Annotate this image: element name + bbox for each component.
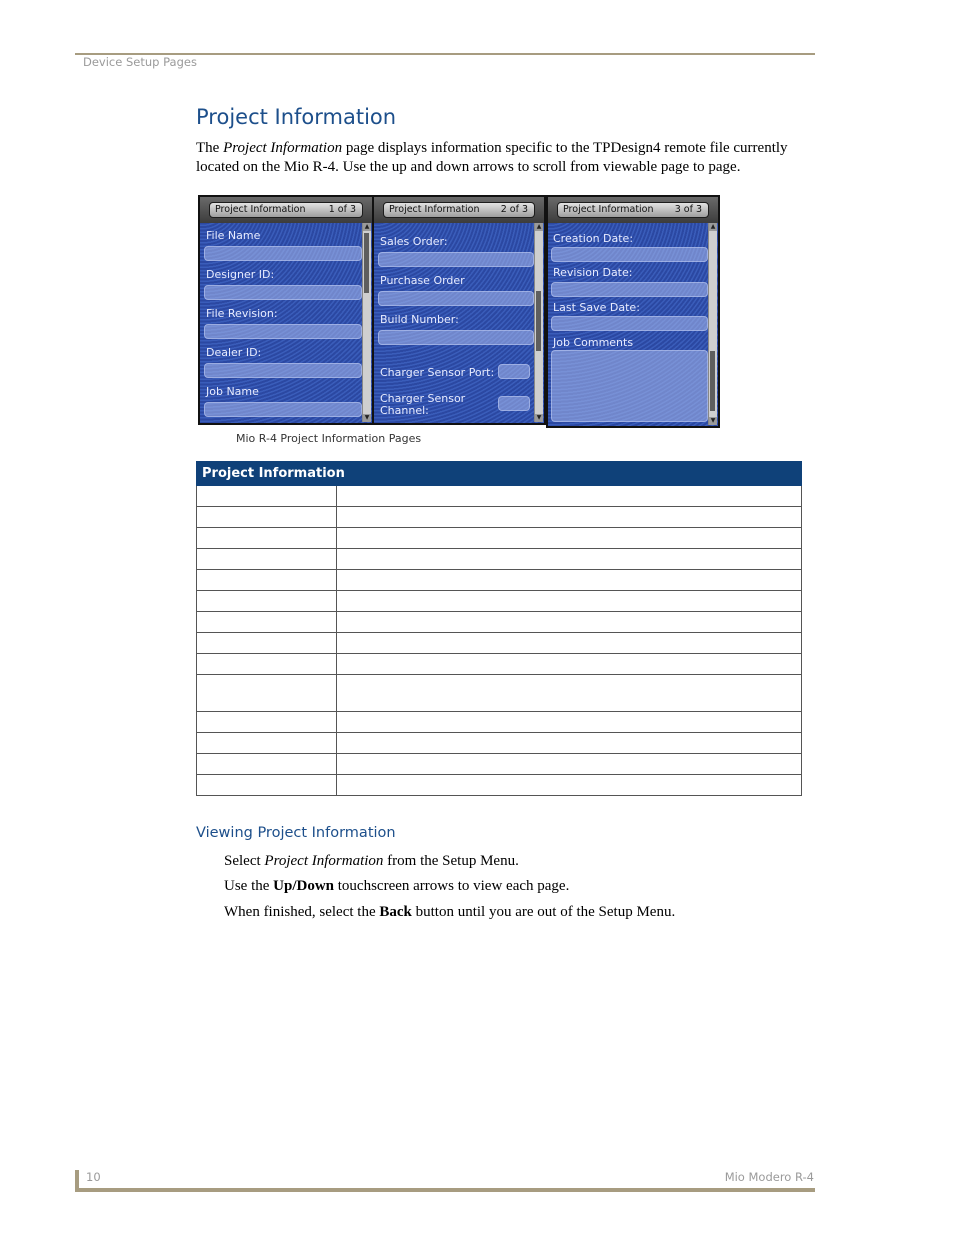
- scroll-thumb[interactable]: [536, 291, 541, 351]
- field-label: Charger Sensor Channel:: [380, 392, 466, 417]
- table-row: [197, 591, 802, 612]
- scroll-up-arrow-icon[interactable]: ▲: [536, 223, 542, 230]
- table-row: [197, 528, 802, 549]
- field-label: Dealer ID:: [206, 346, 262, 359]
- footer-rule: [75, 1188, 815, 1192]
- field-value-box: [204, 246, 362, 261]
- field-label: Designer ID:: [206, 268, 275, 281]
- screen-page-2: [372, 195, 546, 425]
- field-value-box: [378, 252, 534, 267]
- table-row: [197, 486, 802, 507]
- scroll-thumb[interactable]: [710, 351, 715, 411]
- page-title: Project Information: [196, 105, 397, 129]
- step-1: Select Project Information from the Setup Menu.: [224, 853, 519, 869]
- scroll-down-arrow-icon[interactable]: ▼: [364, 414, 370, 421]
- field-label: Purchase Order: [380, 274, 465, 287]
- field-value-box: [204, 285, 362, 300]
- scrollbar[interactable]: [362, 223, 371, 422]
- field-label: File Revision:: [206, 307, 278, 320]
- scrollbar[interactable]: [708, 223, 717, 425]
- table-row: [197, 654, 802, 675]
- subsection-heading: Viewing Project Information: [196, 825, 396, 841]
- table-row: [197, 712, 802, 733]
- screen-page-3: [546, 195, 720, 428]
- intro-paragraph: The Project Information page displays information specific to the TPDesign4 remote file currently located on the Mio R-4. Use the up and down arrows to scroll from viewable page to page.: [196, 140, 788, 175]
- table-row: [197, 549, 802, 570]
- field-label: Build Number:: [380, 313, 459, 326]
- scroll-down-arrow-icon[interactable]: ▼: [710, 417, 716, 424]
- field-value-box: [551, 247, 708, 262]
- field-value-box: [551, 316, 708, 331]
- scroll-thumb[interactable]: [364, 233, 369, 293]
- scroll-down-arrow-icon[interactable]: ▼: [536, 414, 542, 421]
- screen-page-1: [198, 195, 374, 425]
- field-value-box: [378, 330, 534, 345]
- field-label: Sales Order:: [380, 235, 448, 248]
- field-label: Job Comments: [553, 336, 634, 349]
- field-value-box: [204, 363, 362, 378]
- field-label: Charger Sensor Port:: [380, 366, 495, 379]
- table-row: [197, 570, 802, 591]
- table-row: [197, 754, 802, 775]
- screenshots-figure: [198, 195, 720, 428]
- table-row: [197, 612, 802, 633]
- table-row: [197, 775, 802, 796]
- table-header: Project Information: [197, 462, 802, 486]
- product-name: Mio Modero R-4: [724, 1170, 814, 1184]
- running-header: Device Setup Pages: [83, 55, 197, 69]
- field-label: Revision Date:: [553, 266, 633, 279]
- field-label: File Name: [206, 229, 261, 242]
- table-row: [197, 675, 802, 712]
- field-value-box: [378, 291, 534, 306]
- table-row: [197, 633, 802, 654]
- screen-header-pill: Project Information 3 of 3: [557, 202, 709, 218]
- field-label: Last Save Date:: [553, 301, 640, 314]
- field-label: Job Name: [206, 385, 259, 398]
- table-row: [197, 733, 802, 754]
- screen-header-pill: Project Information 1 of 3: [209, 202, 363, 218]
- table-row: [197, 507, 802, 528]
- scroll-up-arrow-icon[interactable]: ▲: [710, 223, 716, 230]
- step-3: When finished, select the Back button until you are out of the Setup Menu.: [224, 904, 676, 920]
- figure-caption: Mio R-4 Project Information Pages: [236, 432, 422, 445]
- field-value-box: [498, 396, 530, 411]
- field-label: Creation Date:: [553, 232, 634, 245]
- field-value-box: [204, 324, 362, 339]
- comments-box: [551, 350, 708, 422]
- field-value-box: [498, 364, 530, 379]
- step-2: Use the Up/Down touchscreen arrows to view each page.: [224, 878, 570, 894]
- scrollbar[interactable]: [534, 223, 543, 422]
- screen-header-pill: Project Information 2 of 3: [383, 202, 535, 218]
- project-information-table: [196, 461, 802, 796]
- field-value-box: [551, 282, 708, 297]
- field-value-box: [204, 402, 362, 417]
- page-number: 10: [86, 1170, 101, 1184]
- scroll-up-arrow-icon[interactable]: ▲: [364, 223, 370, 230]
